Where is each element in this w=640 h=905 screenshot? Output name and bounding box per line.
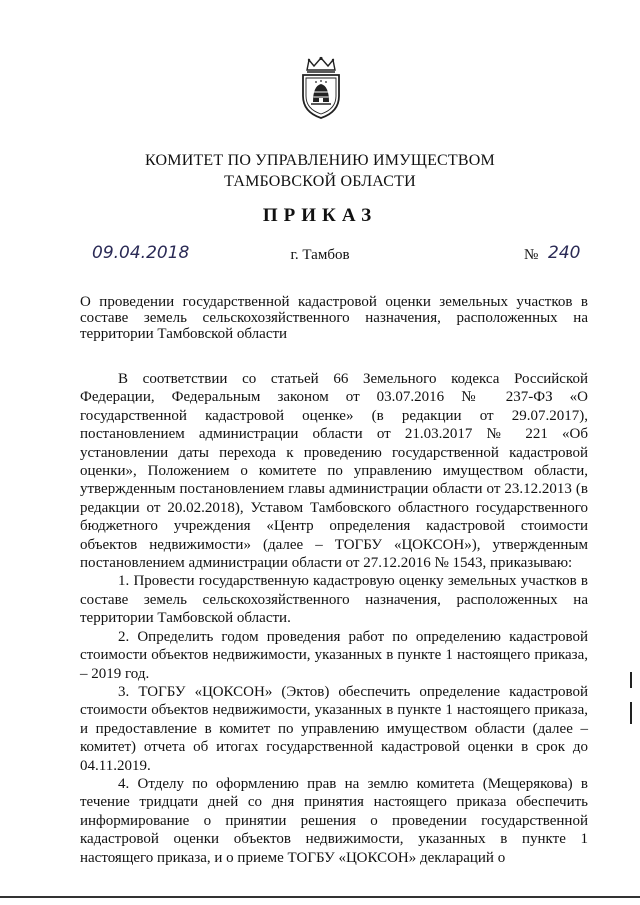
handwritten-number: 240 bbox=[548, 243, 581, 263]
document-type-title: ПРИКАЗ bbox=[262, 205, 378, 226]
preamble-paragraph: В соответствии со статьей 66 Земельного кодекса Российской Федерации, Федеральным законом от 03.07.2016 № 237-ФЗ «О государственной кадастровой оценке» (в редакции от 29.07.2017), постановлением администрации области от 21.03.2017 № 221 «Об установлении даты перехода к проведению государственной кадастровой оценки», Положением о комитете по управлению имуществом области, утвержденным постановлением главы администрации области от 23.12.2013 (в редакции от 20.02.2018), Уставом Тамбовского областного государственного бюджетного учреждения «Центр определения кадастровой стоимости объектов недвижимости» (далее – ТОГБУ «ЦОКСОН»), утвержденным постановлением администрации области от 27.12.2016 № 1543, приказываю: bbox=[80, 371, 588, 572]
scan-margin-mark bbox=[630, 672, 632, 688]
handwritten-date: 09.04.2018 bbox=[92, 243, 190, 263]
tambov-region-coat-of-arms-icon bbox=[296, 56, 346, 120]
scan-margin-mark bbox=[630, 702, 632, 724]
clause-paragraph: 3. ТОГБУ «ЦОКСОН» (Эктов) обеспечить определение кадастровой стоимости объектов недвижимости, указанных в пункте 1 настоящего приказа, и предоставление в комитет по управлению имуществом области (далее – комитет) отчета об итогах государственной кадастровой оценки в срок до 04.11.2019. bbox=[80, 683, 588, 774]
org-line-2: ТАМБОВСКОЙ ОБЛАСТИ bbox=[224, 173, 416, 190]
city: г. Тамбов bbox=[290, 247, 350, 263]
order-subject: О проведении государственной кадастровой оценки земельных участков в составе земель сельскохозяйственного назначения, расположенных на территории Тамбовской области bbox=[80, 294, 588, 342]
org-line-1: КОМИТЕТ ПО УПРАВЛЕНИЮ ИМУЩЕСТВОМ bbox=[145, 152, 495, 169]
clause-paragraph: 4. Отделу по оформлению прав на землю комитета (Мещерякова) в течение тридцати дней со дня принятия настоящего приказа обеспечить информирование о принятии решения о проведении государственной кадастровой оценки объектов недвижимости, указанных в пункте 1 настоящего приказа, и о приеме ТОГБУ «ЦОКСОН» деклараций о bbox=[80, 775, 588, 866]
organization-name bbox=[0, 150, 640, 192]
scan-bottom-edge bbox=[0, 896, 640, 898]
clause-paragraph: 2. Определить годом проведения работ по определению кадастровой стоимости объектов недвижимости, указанных в пункте 1 настоящего приказа, – 2019 год. bbox=[80, 628, 588, 682]
clause-paragraph: 1. Провести государственную кадастровую оценку земельных участков в составе земель сельскохозяйственного назначения, расположенных на территории Тамбовской области. bbox=[80, 573, 588, 627]
order-body bbox=[80, 370, 588, 867]
number-label: № bbox=[524, 247, 539, 263]
